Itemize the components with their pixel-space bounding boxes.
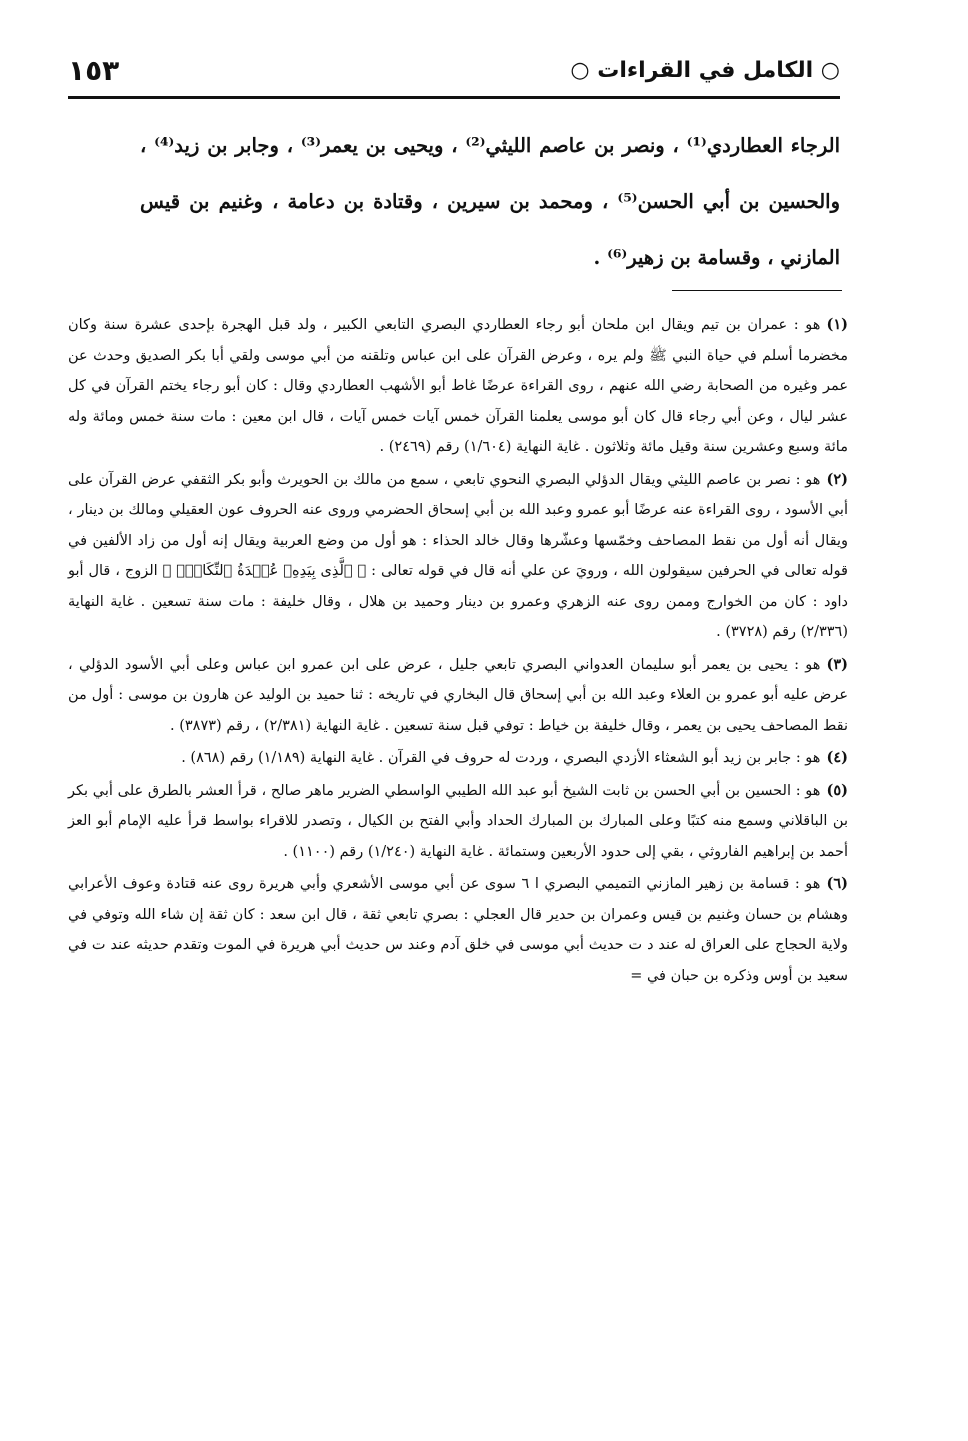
footnote-separator [672, 290, 842, 291]
main-paragraph: الرجاء العطاردي⁽¹⁾ ، ونصر بن عاصم الليثي⁽²⁾ ، ويحيى بن يعمر⁽³⁾ ، وجابر بن زيد⁽⁴⁾ ، والحسين بن أبي الحسن⁽⁵⁾ ، ومحمد بن سيرين ، وقتادة بن دعامة ، وغنيم بن قيس المازني ، وقسامة بن زهير⁽⁶⁾ . [140, 134, 841, 269]
footnote-label: (٤) [826, 749, 848, 766]
page-number: ١٥٣ [68, 54, 120, 87]
page-header [68, 52, 840, 98]
header-rule [68, 96, 840, 99]
footnote-text: هو : قسامة بن زهير المازني التميمي البصري ا ٦ سوى عن أبي موسى الأشعري وأبي هريرة روى عنه قتادة وعوف الأعرابي وهشام بن حسان وغنيم بن قيس وعمران بن حدير قال العجلي : بصري تابعي ثقة ، قال ابن سعد : كان ثقة إن شاء الله وتوفي في ولاية الحجاج على العراق له عند د ت حديث أبي موسى في خلق آدم وعند س حديث أبي هريرة في الموت وتقدم حديثه عند ت في سعيد بن أوس وذكره بن حبان في = [68, 876, 848, 984]
footnotes [68, 310, 848, 993]
footnote-4 [68, 743, 848, 774]
main-text [140, 118, 840, 286]
footnote-label: (٢) [826, 470, 848, 488]
footnote-text: هو : جابر بن زيد أبو الشعثاء الأزدي البصري ، وردت له حروف في القرآن . غاية النهاية (١/١٨٩) رقم (٨٦٨) . [181, 750, 821, 766]
footnote-label: (٦) [826, 875, 848, 892]
footnote-label: (٣) [826, 655, 848, 673]
footnote-1 [68, 310, 848, 463]
footnote-text: هو : يحيى بن يعمر أبو سليمان العدواني البصري تابعي جليل ، عرض على ابن عمرو ابن عباس وعلى أبي الأسود الدؤلي ، عرض عليه أبو عمرو بن العلاء وعبد الله بن أبي إسحاق قال البخاري في تاريخه : ثنا حميد بن الوليد عن هارون بن موسى : أول من نقط المصاحف يحيى بن يعمر ، وقال خليفة بن خياط : توفي قبل سنة تسعين . غاية النهاية (٢/٣٨١) ، رقم (٣٨٧٣) . [68, 656, 848, 734]
footnote-5 [68, 776, 848, 868]
running-title: ○ الكامل في القراءات ○ [570, 58, 840, 83]
footnote-text: هو : عمران بن تيم ويقال ابن ملحان أبو رجاء العطاردي البصري التابعي الكبير ، ولد قبل الهجرة بإحدى عشرة سنة وكان مخضرما أسلم في حياة النبي ﷺ ولم يره ، وعرض القرآن على ابن عباس وتلقنه من أبي موسى ولقي أبا بكر الصديق وحدث عن عمر وغيره من الصحابة رضي الله عنهم ، روى القراءة عرضًا غاط أبو الأشهب العطاردي وقال : كان أبو رجاء يختم القرآن في كل عشر ليال ، وعن أبي رجاء قال كان أبو موسى يعلمنا القرآن خمس آيات خمس آيات ، قال ابن معين : مات سنة خمس ومائة وله مائة وسبع وعشرين سنة وقيل مائة وثلاثون . غاية النهاية (١/٦٠٤) رقم (٢٤٦٩) . [68, 317, 848, 455]
footnote-text: هو : نصر بن عاصم الليثي ويقال الدؤلي البصري النحوي تابعي ، سمع من مالك بن الحويرث وأبو بكر الثقفي عرض القرآن على أبي الأسود ، روى القراءة عنه عرضًا أبو عمرو وعبد الله بن أبي إسحاق الحضرمي وروى عنه الحروف عون العقيلي ومالك بن دينار ، ويقال أنه أول من نقط المصاحف وخمّسها وعشّرها وقال خالد الحذاء : هو أول من وضع العربية ويقال إنه أول من زاد الألفين في قوله تعالى في الحرفين سيقولون الله ، ورويَ عن علي أنه قال في قوله تعالى : ﴿ ٱلَّذِى بِيَدِهِۦ عُقۡدَةُ ٱلنِّكَاحِۚ ﴾ الزوج ، قال أبو داود : كان من الخوارج وممن روى عنه الزهري وعمرو بن دينار وحميد بن هلال ، وقال خليفة : مات سنة تسعين . غاية النهاية (٢/٣٣٦) رقم (٣٧٢٨) . [68, 471, 848, 640]
footnote-label: (١) [826, 316, 848, 333]
footnote-label: (٥) [826, 781, 848, 799]
footnote-3 [68, 650, 848, 742]
footnote-text: هو : الحسين بن أبي الحسن بن ثابت الشيخ أبو عبد الله الطيبي الواسطي الضرير ماهر صالح ، قرأ العشر بالطرق على أبي بكر بن الباقلاني وسمع منه كتبًا وعلى المبارك بن المبارك الحداد وأبي الفتح بن الكيال ، وتصدر للاقراء بواسط قرأ عليه الإمام أبو العز أحمد بن إبراهيم الفاروثي ، بقي إلى حدود الأربعين وستمائة . غاية النهاية (١/٢٤٠) رقم (١١٠٠) . [68, 782, 848, 860]
footnote-6 [68, 869, 848, 991]
footnote-2 [68, 465, 848, 648]
